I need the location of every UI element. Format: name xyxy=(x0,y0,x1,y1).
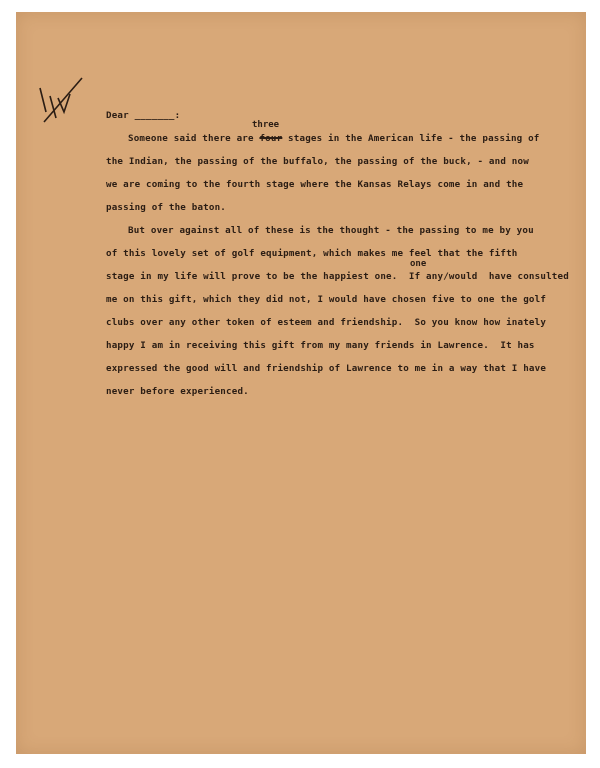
para2-line2: of this lovely set of golf equipment, which makes me feel that the fifth xyxy=(106,248,518,259)
para1-line4: passing of the baton. xyxy=(106,202,227,213)
struck-word: four xyxy=(259,133,283,144)
salutation: Dear _______: xyxy=(106,110,181,121)
para2-line1: But over against all of these is the thought - the passing to me by you xyxy=(128,225,534,236)
para1-line1-pre: Someone said there are xyxy=(128,133,260,144)
para2-line3: stage in my life will prove to be the happiest one. If any/would have consulted xyxy=(106,271,569,282)
inserted-word-three: three xyxy=(252,120,280,130)
para2-line8: never before experienced. xyxy=(106,386,249,397)
para1-line2: the Indian, the passing of the buffalo, the passing of the buck, - and now xyxy=(106,156,529,167)
para1-line3: we are coming to the fourth stage where the Kansas Relays come in and the xyxy=(106,179,524,190)
inserted-word-one: one xyxy=(410,259,427,269)
para2-line5: clubs over any other token of esteem and friendship. So you know how inately xyxy=(106,317,547,328)
para2-line4: me on this gift, which they did not, I would have chosen five to one the golf xyxy=(106,294,547,305)
para1-line1 xyxy=(128,133,540,144)
para1-line1-post: stages in the American life - the passing of xyxy=(282,133,540,144)
para2-line6: happy I am in receiving this gift from my many friends in Lawrence. It has xyxy=(106,340,535,351)
para2-line7: expressed the good will and friendship of Lawrence to me in a way that I have xyxy=(106,363,547,374)
